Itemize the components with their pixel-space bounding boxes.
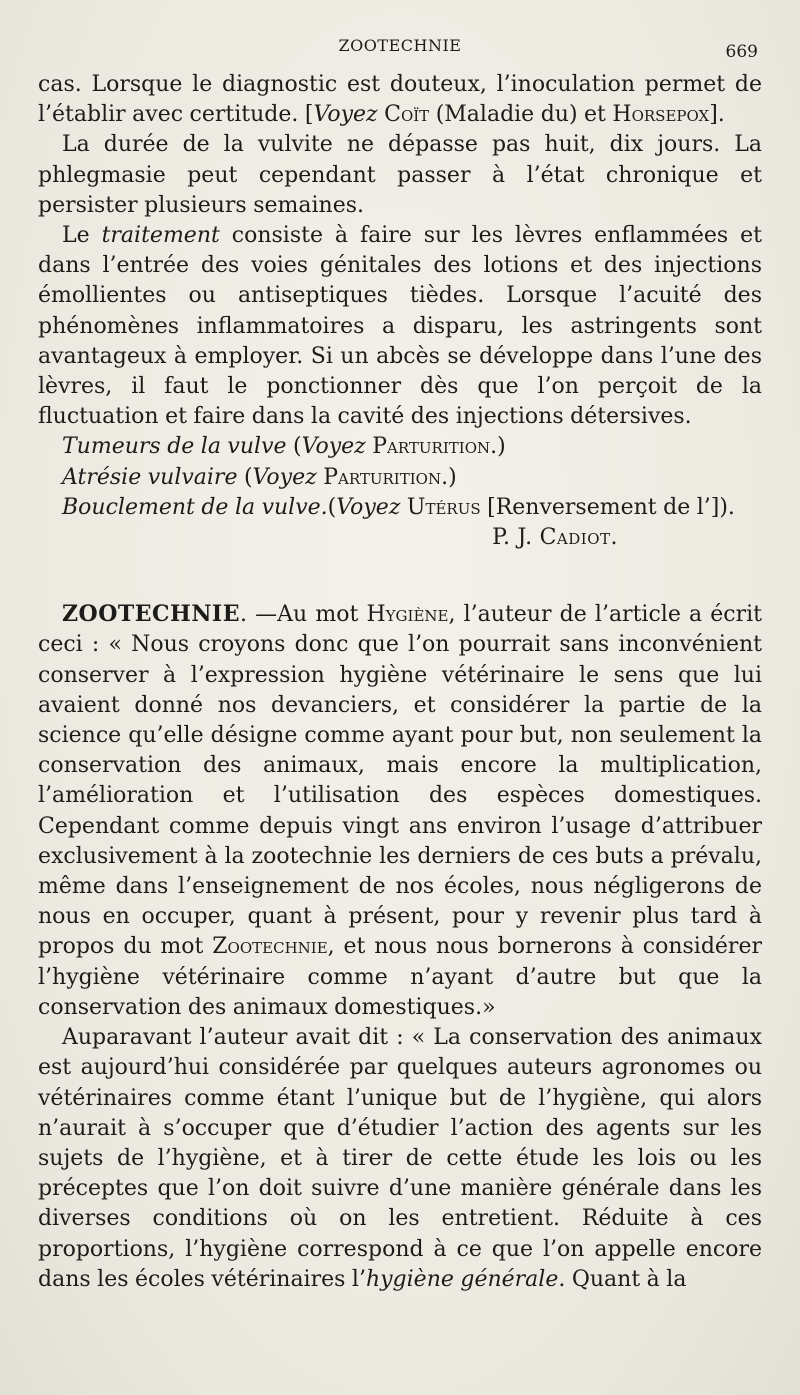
- ref-target: Utérus: [406, 494, 481, 520]
- paragraph-text: , l’auteur de l’article a écrit ceci : « Nous croyons donc que l’on pourrait sans inconvénient conserver à l’expression hygiène vétérinaire le sens que lui avaient donné nos devanciers, et considérer la partie de la science qu’elle désigne comme ayant pour but, non seulement la conservation des animaux, mais encore la multiplication, l’amélioration et l’utilisation des espèces domestiques. Cependant comme depuis vingt ans environ l’usage d’attribuer exclusivement à la zootechnie les derniers de ces buts a prévalu, même dans l’enseignement de nos écoles, nous négligerons de nous en occuper, quant à présent, pour y revenir plus tard à propos du mot: [38, 602, 762, 960]
- paragraph-text: Le: [62, 223, 90, 249]
- page-number: 669: [725, 42, 758, 62]
- paragraph-text: Auparavant l’auteur avait dit : « La conservation des animaux est aujourd’hui considérée par quelques auteurs agronomes ou vétérinaires comme étant l’unique but de l’hygiène, qui alors n’aurait à s’occuper que d’étudier l’action des agents sur les sujets de l’hygiène, et à tirer de cette étude les lois ou les préceptes que l’on doit suivre d’une manière générale dans les diverses conditions où on les entretient. Réduite à ces proportions, l’hygiène correspond à ce que l’on appelle encore dans les écoles vétérinaires l’: [38, 1025, 762, 1292]
- paragraph-duree: La durée de la vulvite ne dépasse pas huit, dix jours. La phlegmasie peut cependant passer à l’état chronique et persister plusieurs semaines.: [38, 132, 762, 218]
- section-gap: [38, 553, 762, 599]
- ref-term: Atrésie vulvaire: [62, 464, 238, 490]
- ref-target: Parturition: [372, 434, 491, 460]
- ref-target: Parturition: [323, 464, 442, 490]
- author-signature: P. J. Cadiot.: [492, 525, 618, 551]
- cross-ref-horsepox: Horsepox: [612, 102, 710, 128]
- ref-term: Tumeurs de la vulve: [62, 434, 287, 460]
- running-head-title: ZOOTECHNIE: [338, 36, 462, 55]
- paragraph-auparavant: [38, 1023, 762, 1295]
- ref-atresie: Atrésie vulvaire (Voyez Parturition.): [62, 464, 457, 490]
- hygiene-generale-italic: hygiène générale: [365, 1266, 559, 1292]
- ref-suffix: .): [441, 464, 457, 490]
- cross-ref-hygiene: Hygiène: [366, 602, 449, 628]
- traitement-italic: traitement: [101, 223, 220, 249]
- ref-tumeurs: Tumeurs de la vulve (Voyez Parturition.): [62, 434, 506, 460]
- paragraph-traitement: [38, 221, 762, 432]
- ref-suffix: .): [490, 434, 506, 460]
- ref-suffix: [Renversement de l’]).: [480, 494, 735, 520]
- running-head: [38, 30, 762, 70]
- voyez-italic: Voyez: [336, 494, 401, 520]
- paragraph-text: consiste à faire sur les lèvres enflammées et dans l’entrée des voies génitales des lotions et des injections émollientes ou antiseptiques tièdes. Lorsque l’acuité des phénomènes inflammatoires a disparu, les astringents sont avantageux à employer. Si un abcès se développe dans l’une des lèvres, il faut le ponctionner dès que l’on perçoit de la fluctuation et faire dans la cavité des injections détersives.: [38, 223, 762, 430]
- voyez-italic: Voyez: [301, 434, 366, 460]
- ref-bouclement: Bouclement de la vulve.(Voyez Utérus [Renversement de l’]).: [62, 494, 735, 520]
- paragraph-text: cas. Lorsque le diagnostic est douteux, l’inoculation permet de l’établir avec certitude. [: [38, 72, 762, 128]
- paragraph-text: , et nous nous bornerons à considérer l’hygiène vétérinaire comme n’ayant d’autre but que la conservation des animaux domestiques.»: [38, 934, 762, 1020]
- paragraph-text: ].: [709, 102, 725, 128]
- ref-term: Bouclement de la vulve.: [62, 494, 328, 520]
- paragraph-diagnostic: [38, 70, 762, 130]
- paragraph-zootechnie-entry: [38, 599, 762, 1023]
- entry-title: ZOOTECHNIE: [62, 601, 240, 628]
- voyez-italic: Voyez: [252, 464, 317, 490]
- body-text: [38, 70, 762, 1295]
- voyez-italic: Voyez: [313, 102, 378, 128]
- paragraph-text: . Quant à la: [558, 1266, 687, 1292]
- cross-ref-zootechnie: Zootechnie: [212, 934, 328, 960]
- cross-ref-coit: Coït: [384, 102, 430, 128]
- paragraph-text: . —Au mot: [240, 602, 359, 628]
- paragraph-text: (Maladie du) et: [435, 102, 606, 128]
